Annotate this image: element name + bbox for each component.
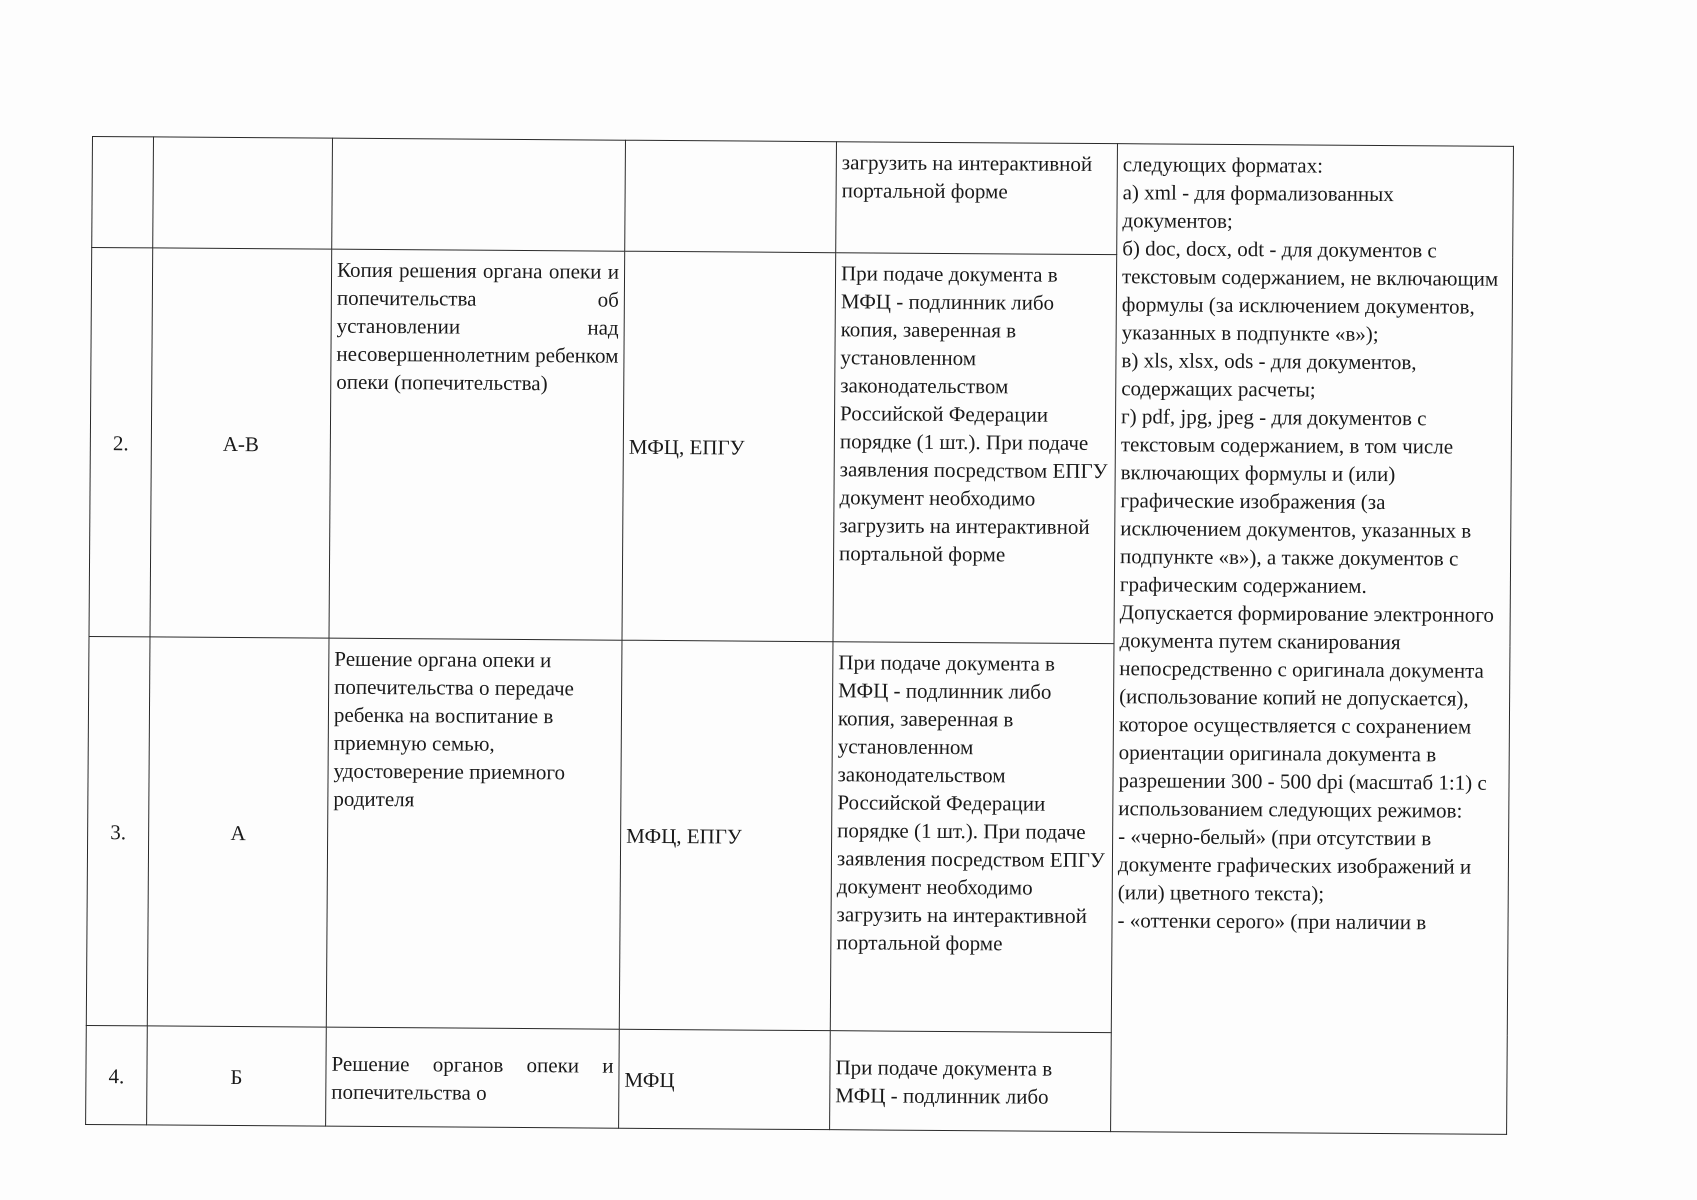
category-cell: А [147, 637, 329, 1027]
requirements-line: следующих форматах: [1122, 152, 1324, 178]
submission-form-cell: При подаче документа в МФЦ - подлинник либо [830, 1031, 1112, 1132]
row-number-cell: 4. [86, 1025, 148, 1124]
requirements-line: Допускается формирование электронного документа путем сканирования непосредственно с оригинала документа (использование копий не допускается), которое осуществляется с сохранением ориентации оригинала документа в разрешении 300 - 500 dpi (масштаб 1:1) с использованием следующих режимов: [1118, 600, 1495, 823]
requirements-line: в) xls, xlsx, ods - для документов, содержащих расчеты; [1121, 348, 1417, 402]
submission-place-cell: МФЦ, ЕПГУ [622, 251, 836, 641]
document-cell: Решение органа опеки и попечительства о передаче ребенка на воспитание в приемную семью, удостоверение приемного родителя [326, 638, 622, 1029]
submission-form-cell: При подаче документа в МФЦ - подлинник либо копия, заверенная в установленном законодательством Российской Федерации порядке (1 шт.). При подаче заявления посредством ЕПГУ документ необходимо загрузить на интерактивной портальной форме [830, 642, 1114, 1033]
document-cell [332, 138, 626, 251]
submission-place-cell: МФЦ, ЕПГУ [619, 640, 833, 1030]
requirements-line: а) xml - для формализованных документов; [1122, 180, 1394, 233]
submission-place-cell: МФЦ [619, 1029, 831, 1129]
document-cell: Решение органов опеки и попечительства о [326, 1027, 620, 1128]
table-row [92, 137, 1514, 258]
submission-place-cell [625, 140, 837, 252]
category-cell: Б [147, 1026, 327, 1126]
submission-form-cell: При подаче документа в МФЦ - подлинник либо копия, заверенная в установленном законодательством Российской Федерации порядке (1 шт.). При подаче заявления посредством ЕПГУ документ необходимо загрузить на интерактивной портальной форме [833, 253, 1117, 644]
documents-table [85, 136, 1514, 1135]
category-cell: А-В [150, 248, 332, 638]
row-number-cell: 2. [89, 248, 153, 637]
requirements-line: г) pdf, jpg, jpeg - для документов с текстовым содержанием, в том числе включающих формулы и (или) графические изображения (за исключением документов, указанных в подпункте «в»), а также документов с графическим содержанием. [1119, 404, 1472, 598]
category-cell [153, 137, 333, 249]
format-requirements-cell [1111, 144, 1514, 1135]
document-cell: Копия решения органа опеки и попечительства об установлении над несовершеннолетним ребенком опеки (попечительства) [329, 249, 625, 640]
submission-form-cell: загрузить на интерактивной портальной форме [836, 142, 1118, 255]
requirements-line: - «оттенки серого» (при наличии в [1117, 908, 1427, 935]
row-number-cell [92, 137, 154, 248]
requirements-line: б) doc, docx, odt - для документов с текстовым содержанием, не включающим формулы (за исключением документов, указанных в подпункте «в»); [1121, 236, 1499, 346]
requirements-line: - «черно-белый» (при отсутствии в документе графических изображений и (или) цветного текста); [1117, 824, 1472, 906]
row-number-cell: 3. [86, 636, 150, 1025]
